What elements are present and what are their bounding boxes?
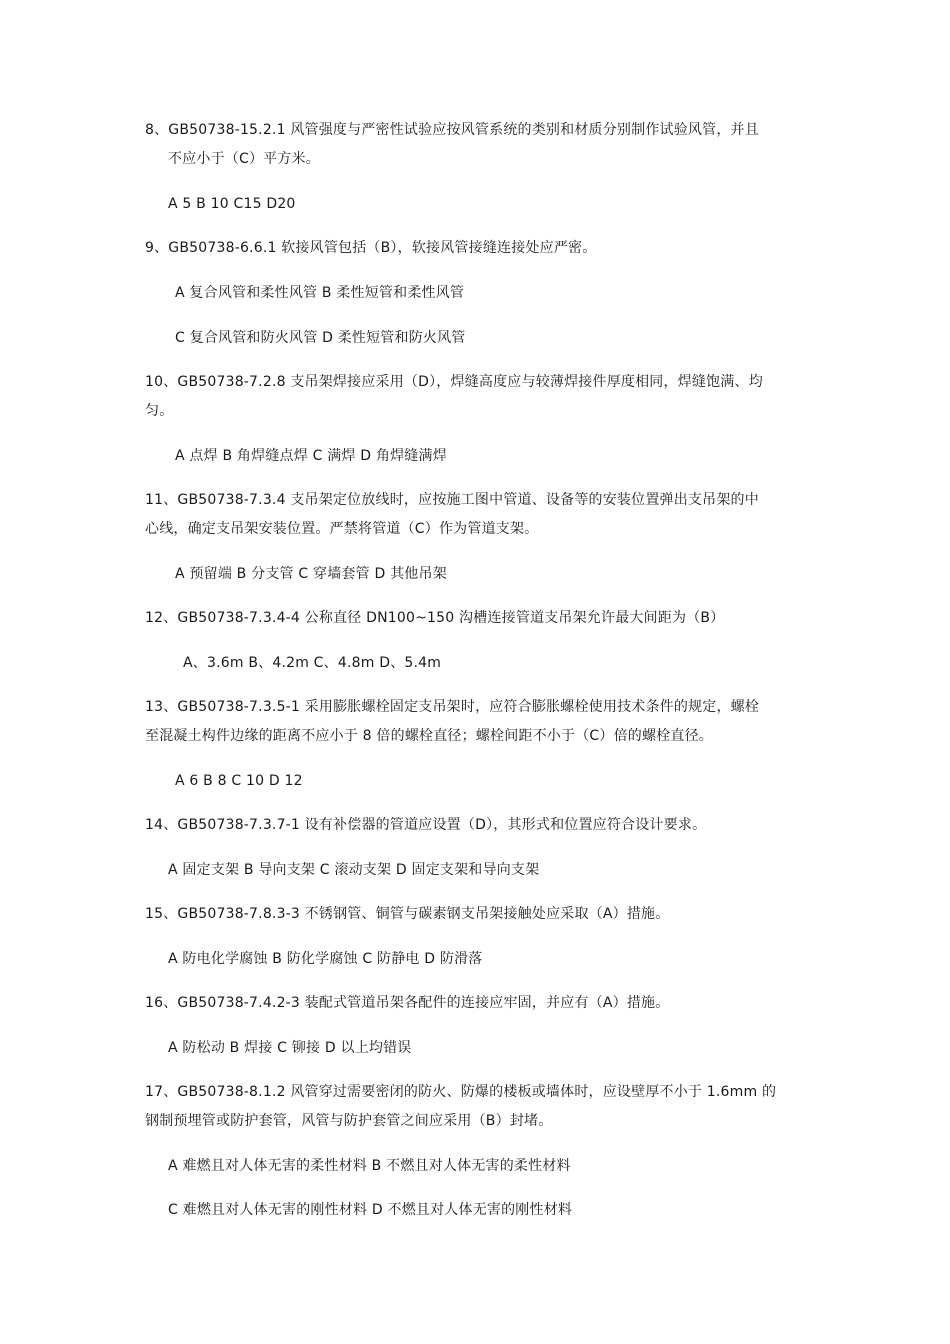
question-15-line-1: 15、GB50738-7.8.3-3 不锈钢管、铜管与碳素钢支吊架接触处应采取（A）措施。 [145,906,670,922]
question-15-options: A 防电化学腐蚀 B 防化学腐蚀 C 防静电 D 防滑落 [168,951,483,967]
question-10-line-1: 10、GB50738-7.2.8 支吊架焊接应采用（D），焊缝高度应与较薄焊接件厚度相同，焊缝饱满、均 [145,374,763,390]
question-11-line-1: 11、GB50738-7.3.4 支吊架定位放线时，应按施工图中管道、设备等的安装位置弹出支吊架的中 [145,492,759,508]
question-14-options: A 固定支架 B 导向支架 C 滚动支架 D 固定支架和导向支架 [168,862,540,878]
question-13-line-1: 13、GB50738-7.3.5-1 采用膨胀螺栓固定支吊架时，应符合膨胀螺栓使用技术条件的规定，螺栓 [145,699,760,715]
question-9-options-1: A 复合风管和柔性风管 B 柔性短管和柔性风管 [175,285,465,301]
question-17-line-1: 17、GB50738-8.1.2 风管穿过需要密闭的防火、防爆的楼板或墙体时，应设壁厚不小于 1.6mm 的 [145,1084,777,1100]
question-17-line-2: 钢制预埋管或防护套管，风管与防护套管之间应采用（B）封堵。 [145,1113,553,1129]
question-9-line-1: 9、GB50738-6.6.1 软接风管包括（B），软接风管接缝连接处应严密。 [145,240,597,256]
question-13-line-2: 至混凝土构件边缘的距离不应小于 8 倍的螺栓直径；螺栓间距不小于（C）倍的螺栓直径。 [145,728,713,744]
question-13-options: A 6 B 8 C 10 D 12 [175,773,303,789]
question-8-options: A 5 B 10 C15 D20 [168,196,296,212]
question-17-options-2: C 难燃且对人体无害的刚性材料 D 不燃且对人体无害的刚性材料 [168,1202,573,1218]
question-12-options: A、3.6m B、4.2m C、4.8m D、5.4m [183,655,442,671]
question-14-line-1: 14、GB50738-7.3.7-1 设有补偿器的管道应设置（D），其形式和位置应符合设计要求。 [145,817,707,833]
question-10-options: A 点焊 B 角焊缝点焊 C 满焊 D 角焊缝满焊 [175,448,447,464]
question-8-line-1: 8、GB50738-15.2.1 风管强度与严密性试验应按风管系统的类别和材质分别制作试验风管，并且 [145,122,759,138]
question-9-options-2: C 复合风管和防火风管 D 柔性短管和防火风管 [175,330,466,346]
question-11-line-2: 心线，确定支吊架安装位置。严禁将管道（C）作为管道支架。 [145,521,539,537]
question-17-options-1: A 难燃且对人体无害的柔性材料 B 不燃且对人体无害的柔性材料 [168,1158,571,1174]
question-8-line-2: 不应小于（C）平方米。 [168,151,320,167]
question-11-options: A 预留端 B 分支管 C 穿墙套管 D 其他吊架 [175,566,447,582]
question-16-line-1: 16、GB50738-7.4.2-3 装配式管道吊架各配件的连接应牢固，并应有（A）措施。 [145,995,670,1011]
question-12-line-1: 12、GB50738-7.3.4-4 公称直径 DN100~150 沟槽连接管道支吊架允许最大间距为（B） [145,610,725,626]
question-10-line-2: 匀。 [145,403,174,419]
question-16-options: A 防松动 B 焊接 C 铆接 D 以上均错误 [168,1040,412,1056]
